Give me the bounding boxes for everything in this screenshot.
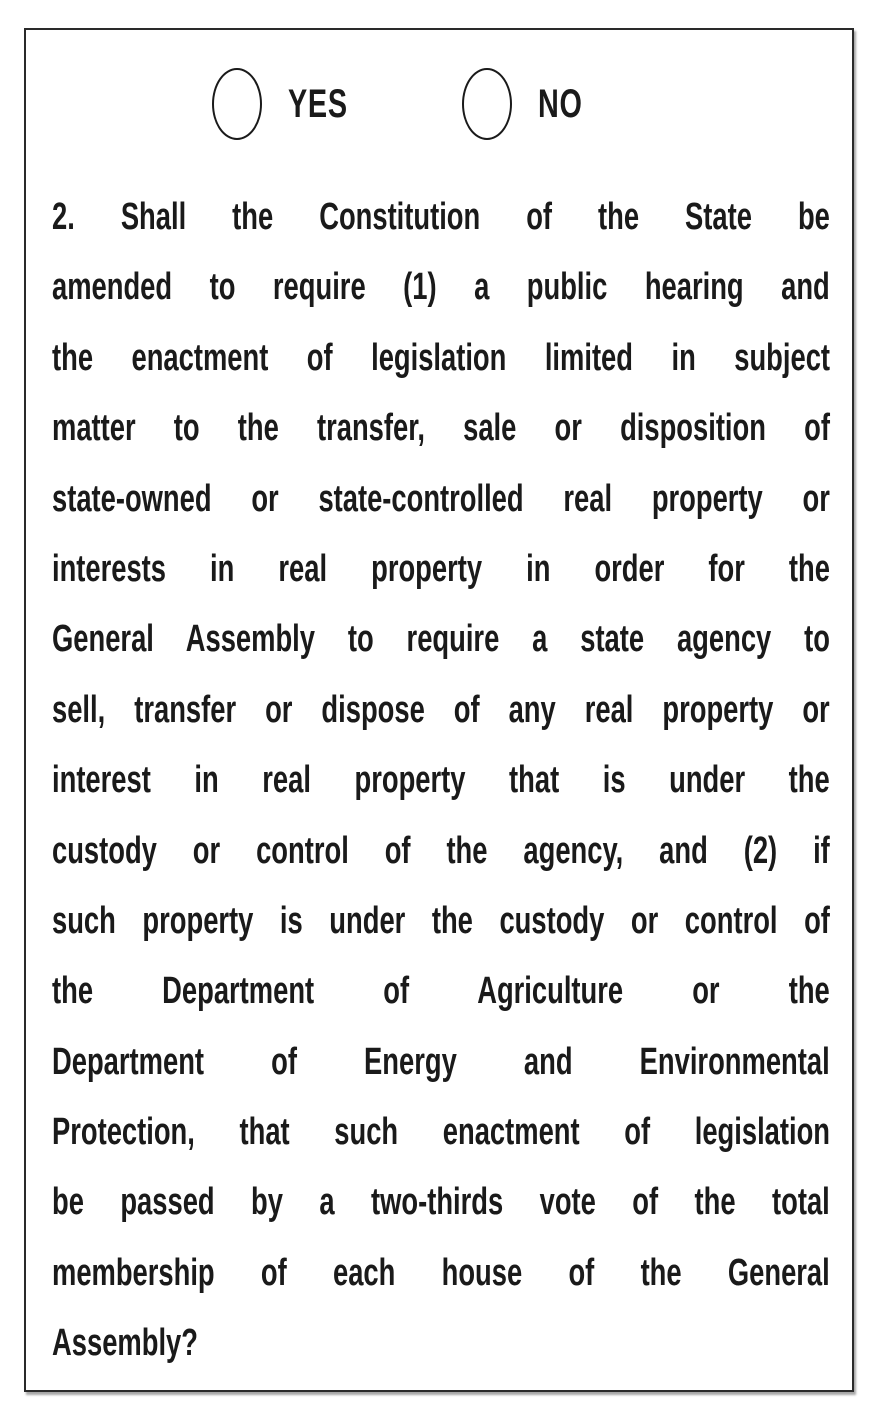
yes-label: YES (288, 81, 348, 126)
question-line: state-owned or state-controlled real property or (52, 477, 830, 520)
yes-option[interactable] (212, 64, 371, 144)
no-option[interactable] (462, 64, 600, 144)
question-line: be passed by a two-thirds vote of the total (52, 1181, 830, 1224)
yes-bubble[interactable] (212, 68, 262, 140)
question-line: General Assembly to require a state agency to (52, 618, 830, 661)
answer-options (26, 64, 852, 144)
question-line: Department of Energy and Environmental (52, 1040, 830, 1083)
question-line: matter to the transfer, sale or disposition of (52, 407, 830, 450)
question-line: 2. Shall the Constitution of the State be (52, 196, 830, 238)
question-line: membership of each house of the General (52, 1251, 830, 1294)
question-text (52, 182, 830, 1379)
question-line: interest in real property that is under the (52, 759, 830, 802)
question-line: custody or control of the agency, and (2) if (52, 829, 830, 872)
question-line: Assembly? (52, 1322, 198, 1365)
no-label: NO (538, 81, 583, 126)
no-bubble[interactable] (462, 68, 512, 140)
question-line: the Department of Agriculture or the (52, 970, 830, 1013)
ballot-question-box (24, 28, 854, 1392)
question-line: sell, transfer or dispose of any real property or (52, 688, 830, 731)
question-line: Protection, that such enactment of legislation (52, 1111, 830, 1154)
question-line: interests in real property in order for the (52, 547, 830, 590)
question-line: such property is under the custody or control of (52, 899, 830, 942)
question-line: the enactment of legislation limited in subject (52, 336, 831, 379)
question-line: amended to require (1) a public hearing and (52, 266, 830, 309)
